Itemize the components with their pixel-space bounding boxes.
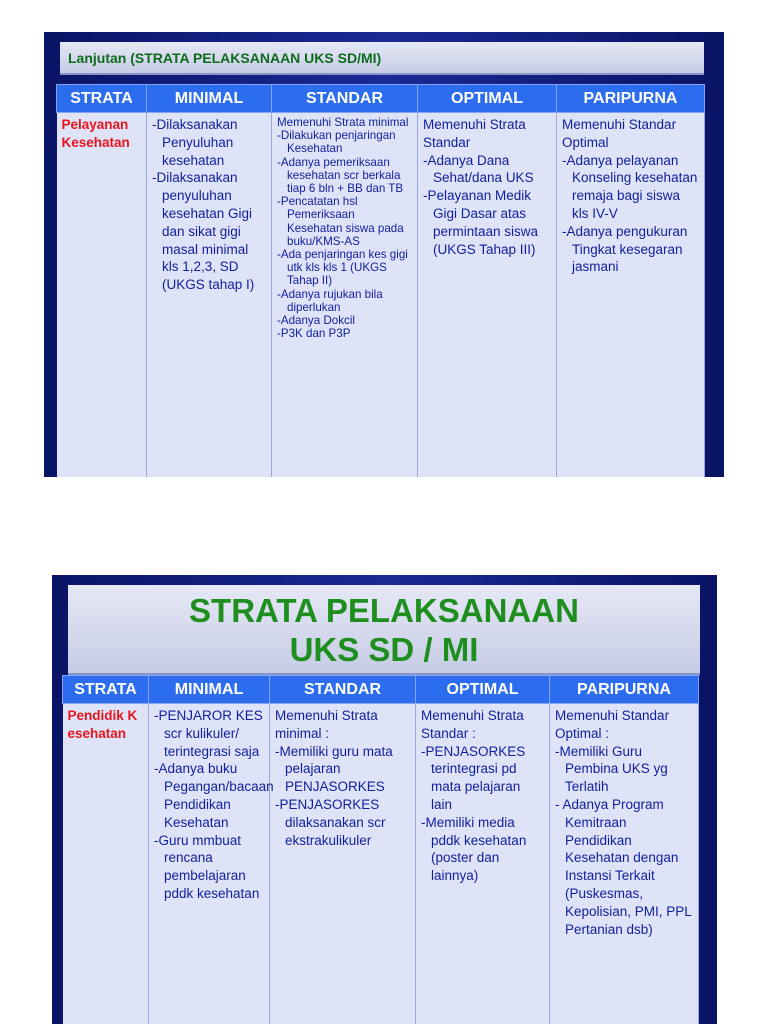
minimal-cell (147, 113, 272, 478)
list-item: -Adanya rujukan bila diperlukan (277, 287, 383, 314)
strata-cell: Pendidik Kesehatan (63, 704, 149, 1024)
list-item: Memenuhi Standar Optimal (562, 117, 677, 150)
list-item: -Adanya Dokcil (277, 314, 355, 328)
list-item: Memenuhi Strata Standar : (421, 708, 524, 741)
list-item: -Pelayanan Medik Gigi Dasar atas permintaan siswa (UKGS Tahap III) (423, 188, 539, 257)
strata-table (62, 675, 699, 1024)
list-item: -Adanya buku Pegangan/bacaan Pendidikan Kesehatan (154, 761, 274, 830)
table-row (63, 704, 699, 1024)
list-item: -PENJAROR KES scr kulikuler/ terintegrasi saja (154, 708, 263, 759)
list-item: -Dilakukan penjaringan Kesehatan (277, 129, 396, 156)
header-minimal: MINIMAL (149, 676, 270, 704)
header-paripurna: PARIPURNA (557, 85, 705, 113)
list-item: -Adanya Dana Sehat/dana UKS (423, 152, 534, 186)
optimal-cell (418, 113, 557, 478)
list-item: -Guru mmbuat rencana pembelajaran pddk kesehatan (154, 832, 260, 901)
list-item: -P3K dan P3P (277, 327, 351, 341)
table-row (57, 113, 705, 478)
slide-strata-pelaksanaan (52, 575, 717, 1024)
list-item: -PENJASORKES terintegrasi pd mata pelajaran lain (421, 743, 526, 812)
header-paripurna: PARIPURNA (550, 676, 699, 704)
list-item: -Memiliki guru mata pelajaran PENJASORKES (275, 743, 393, 795)
strata-table (56, 84, 705, 477)
list-item: -Adanya pengukuran Tingkat kesegaran jasmani (562, 223, 688, 275)
header-standar: STANDAR (270, 676, 416, 704)
list-item: -Dilaksanakan penyuluhan kesehatan Gigi dan sikat gigi masal minimal kls 1,2,3, SD (UKGS tahap I) (152, 170, 255, 293)
list-item: - Adanya Program Kemitraan Pendidikan Kesehatan dengan Instansi Terkait (Puskesmas, Kepolisian, PMI, PPL Pertanian dsb) (555, 796, 692, 937)
paripurna-cell (557, 113, 705, 478)
optimal-cell (416, 704, 550, 1024)
list-item: -Memiliki media pddk kesehatan (poster dan lainnya) (421, 814, 527, 884)
header-optimal: OPTIMAL (416, 676, 550, 704)
list-item: Memenuhi Standar Optimal : (555, 708, 670, 741)
title-line-2: UKS SD / MI (289, 631, 479, 668)
table-header-row (63, 676, 699, 704)
header-optimal: OPTIMAL (418, 85, 557, 113)
table-header-row (57, 85, 705, 113)
list-item: Memenuhi Strata Standar (423, 117, 526, 150)
list-item: -Dilaksanakan Penyuluhan kesehatan (152, 117, 238, 168)
minimal-cell (149, 704, 274, 1024)
list-item: Memenuhi Strata minimal (277, 116, 409, 129)
list-item: -PENJASORKES dilaksanakan scr ekstrakulikuler (275, 796, 386, 848)
title-line-1: STRATA PELAKSANAAN (189, 592, 579, 629)
header-minimal: MINIMAL (147, 85, 272, 113)
standar-cell (270, 704, 416, 1024)
list-item: -Pencatatan hsl Pemeriksaan Kesehatan siswa pada buku/KMS-AS (277, 195, 404, 248)
list-item: Memenuhi Strata minimal : (275, 708, 378, 741)
slide-title (68, 585, 700, 675)
list-item: -Memiliki Guru Pembina UKS yg Terlatih (555, 743, 668, 795)
slide-title: Lanjutan (STRATA PELAKSANAAN UKS SD/MI) (60, 42, 704, 75)
strata-cell: Pelayanan Kesehatan (57, 113, 147, 478)
list-item: -Adanya pelayanan Konseling kesehatan remaja bagi siswa kls IV-V (562, 152, 698, 221)
list-item: -Adanya pemeriksaan kesehatan scr berkala tiap 6 bln + BB dan TB (277, 155, 404, 196)
paripurna-cell (550, 704, 699, 1024)
slide-continuation (44, 32, 724, 477)
standar-cell (272, 113, 418, 478)
header-strata: STRATA (57, 85, 147, 113)
header-standar: STANDAR (272, 85, 418, 113)
header-strata: STRATA (63, 676, 149, 704)
list-item: -Ada penjaringan kes gigi utk kls kls 1 (UKGS Tahap II) (277, 248, 408, 288)
